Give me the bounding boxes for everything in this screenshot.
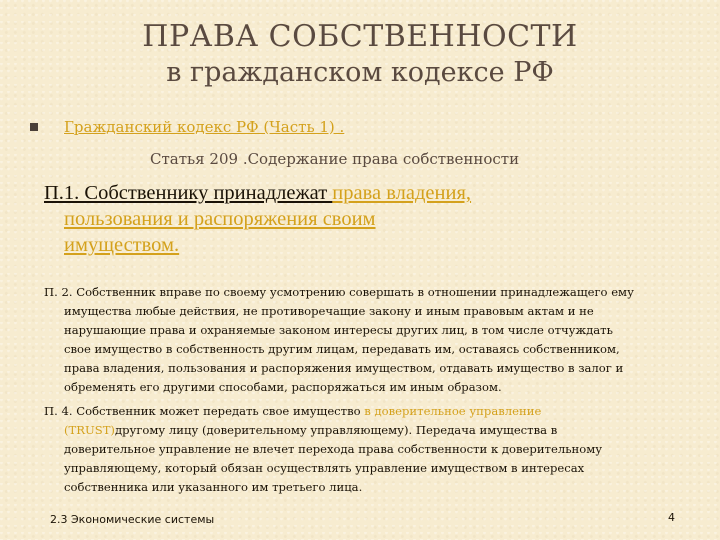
paragraph-4-line: собственника или указанного им третьего лица.	[64, 480, 363, 494]
paragraph-1-line-1	[44, 180, 684, 206]
trust-highlight: (TRUST)	[64, 423, 115, 437]
paragraph-4-line: доверительное управление не влечет перехода права собственности к доверительному	[64, 442, 603, 456]
paragraph-4-line	[44, 402, 684, 421]
paragraph-1-prefix: П.1. Собственнику принадлежат	[44, 182, 333, 204]
paragraph-4-prefix: П. 4. Собственник может передать свое имущество	[44, 404, 365, 418]
paragraph-2-line: П. 2. Собственник вправе по своему усмотрению совершать в отношении принадлежащего ему	[44, 285, 634, 299]
title-line-1: ПРАВА СОБСТВЕННОСТИ	[142, 19, 578, 54]
paragraph-2-line: имущества любые действия, не противоречащие закону и иным правовым актам и не	[64, 304, 594, 318]
paragraph-1-line-2: пользования и распоряжения своим	[64, 208, 376, 230]
paragraph-2-line: обременять его другими способами, распоряжаться им иным образом.	[64, 380, 502, 394]
paragraph-2	[44, 283, 684, 397]
paragraph-4	[44, 402, 684, 497]
paragraph-2-line: права владения, пользования и распоряжения имуществом, отдавать имущество в залог и	[64, 361, 624, 375]
paragraph-1-line-3: имуществом.	[64, 234, 180, 256]
article-heading: Статья 209 .Содержание права собственности	[150, 150, 520, 168]
paragraph-4-line	[44, 421, 684, 440]
trust-management-highlight: в доверительное управление	[364, 404, 542, 418]
paragraph-1	[44, 180, 684, 258]
title-line-2: в гражданском кодексе РФ	[166, 56, 554, 88]
paragraph-2-line: нарушающие права и охраняемые законом интересы других лиц, в том числе отчуждать	[64, 323, 613, 337]
slide-title	[0, 18, 720, 89]
paragraph-2-line: свое имущество в собственность другим лицам, передавать им, оставаясь собственником,	[64, 342, 620, 356]
paragraph-4-line: управляющему, который обязан осуществлять управление имуществом в интересах	[64, 461, 585, 475]
square-bullet-icon	[30, 123, 38, 131]
footer-section-label: 2.3 Экономические системы	[50, 513, 215, 526]
civil-code-link[interactable]: Гражданский кодекс РФ (Часть 1) .	[64, 118, 345, 136]
paragraph-4-rest: другому лицу (доверительному управляющему). Передача имущества в	[114, 423, 558, 437]
page-number: 4	[668, 511, 675, 524]
paragraph-1-highlight: права владения,	[332, 182, 472, 204]
